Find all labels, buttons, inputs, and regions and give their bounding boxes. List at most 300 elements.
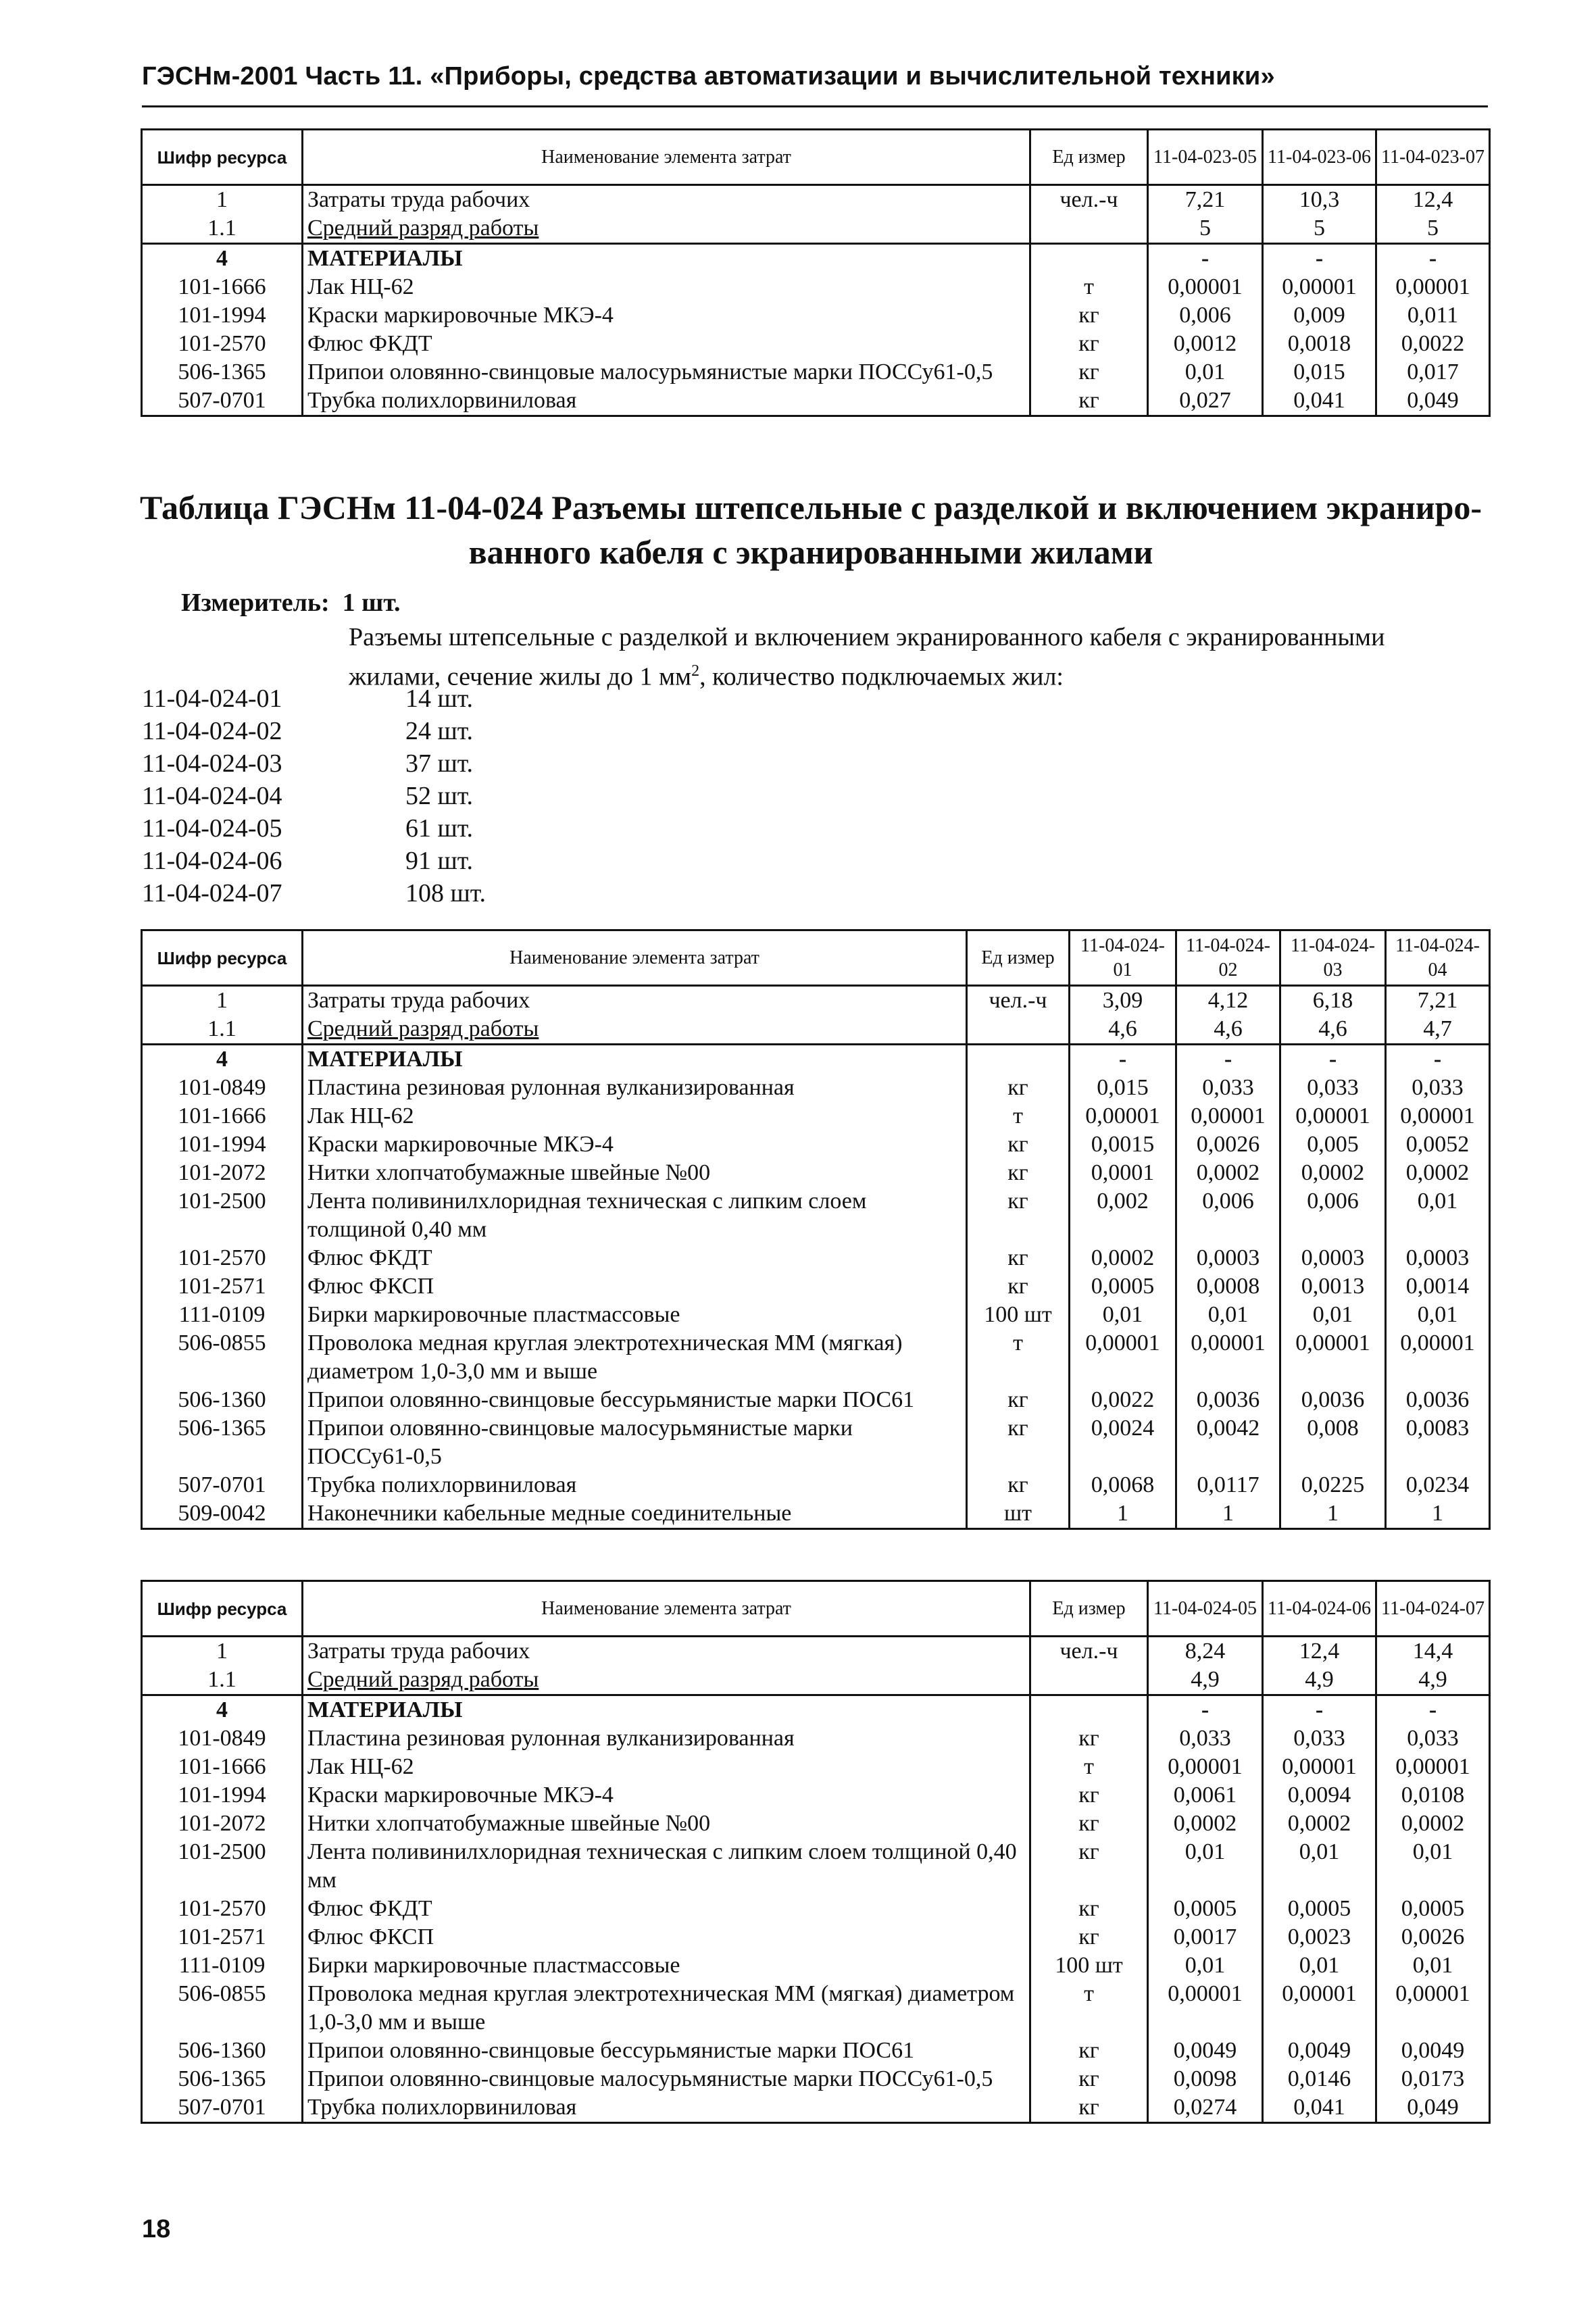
resource-name: Проволока медная круглая электротехническая ММ (мягкая) диаметром 1,0-3,0 мм и выше: [303, 1329, 967, 1386]
col-header-name: Наименование элемента затрат: [303, 1581, 1030, 1637]
resource-value: 0,0017: [1148, 1923, 1263, 1951]
resource-code: 1: [142, 1637, 303, 1666]
resource-value: 0,041: [1263, 387, 1376, 416]
table-row: [142, 1724, 1490, 1753]
resource-value: 4,6: [1176, 1015, 1280, 1045]
resource-value: 4,6: [1280, 1015, 1386, 1045]
resource-code: 1.1: [142, 214, 303, 244]
resource-code: 506-1360: [142, 1386, 303, 1414]
resource-code: 101-1666: [142, 1753, 303, 1781]
resource-code: 101-2570: [142, 1244, 303, 1272]
table-title-line-1: Таблица ГЭСНм 11-04-024 Разъемы штепсельные с разделкой и включением экраниро-: [139, 489, 1482, 526]
col-header-norm: 11-04-024-07: [1376, 1581, 1490, 1637]
table-row: [142, 1329, 1490, 1386]
resource-value: 0,049: [1376, 387, 1490, 416]
resource-name: Трубка полихлорвиниловая: [303, 1471, 967, 1499]
resource-value: 0,0002: [1176, 1159, 1280, 1187]
table-row: [142, 185, 1490, 215]
resource-name: Лак НЦ-62: [303, 1102, 967, 1130]
resource-unit: кг: [1030, 1895, 1148, 1923]
table-row: [142, 244, 1490, 274]
resource-value: 0,00001: [1280, 1329, 1386, 1386]
table-row: [142, 1130, 1490, 1159]
resource-unit: кг: [1030, 2065, 1148, 2093]
resource-value: 0,01: [1070, 1301, 1176, 1329]
resource-code: 101-1994: [142, 1130, 303, 1159]
resource-code: 111-0109: [142, 1301, 303, 1329]
resource-value: 4,6: [1070, 1015, 1176, 1045]
resource-value: 0,0005: [1148, 1895, 1263, 1923]
measure-unit: [181, 588, 401, 618]
col-header-norm: 11-04-024-02: [1176, 930, 1280, 986]
resource-name: Лента поливинилхлоридная техническая с липким слоем толщиной 0,40 мм: [303, 1187, 967, 1244]
table-row: [142, 387, 1490, 416]
resource-unit: шт: [967, 1499, 1070, 1529]
table-row: [142, 1187, 1490, 1244]
resource-code: 101-2571: [142, 1923, 303, 1951]
resource-value: 0,015: [1263, 358, 1376, 387]
resource-value: 0,01: [1376, 1838, 1490, 1895]
col-header-code: Шифр ресурса: [142, 1581, 303, 1637]
table-row: [142, 1414, 1490, 1471]
table-description: [349, 620, 1497, 694]
norm-code: 11-04-024-02: [142, 717, 282, 745]
table-row: [142, 2093, 1490, 2123]
resource-value: 0,00001: [1176, 1329, 1280, 1386]
resource-value: 0,002: [1070, 1187, 1176, 1244]
resource-code: 101-1666: [142, 273, 303, 301]
resource-unit: кг: [1030, 1923, 1148, 1951]
resource-value: 0,00001: [1070, 1102, 1176, 1130]
norm-qty: 108 шт.: [405, 879, 487, 907]
list-item: [142, 715, 486, 747]
resource-value: -: [1263, 244, 1376, 274]
resource-value: 7,21: [1386, 986, 1490, 1016]
table-row: [142, 986, 1490, 1016]
resource-code: 506-0855: [142, 1980, 303, 2037]
resource-code: 506-1365: [142, 1414, 303, 1471]
resource-unit: т: [1030, 273, 1148, 301]
description-line-1: Разъемы штепсельные с разделкой и включением экранированного кабеля с экранированными: [349, 623, 1385, 651]
resource-value: 0,0024: [1070, 1414, 1176, 1471]
table-row: [142, 301, 1490, 330]
resource-value: 0,033: [1263, 1724, 1376, 1753]
resource-value: 0,0014: [1386, 1272, 1490, 1301]
resource-value: -: [1148, 1695, 1263, 1725]
resource-value: 0,0002: [1263, 1810, 1376, 1838]
resource-name: Трубка полихлорвиниловая: [303, 387, 1030, 416]
resource-code: 506-1365: [142, 2065, 303, 2093]
resource-value: 0,0036: [1386, 1386, 1490, 1414]
col-header-norm: 11-04-024-01: [1070, 930, 1176, 986]
table-row: [142, 1810, 1490, 1838]
resource-value: 0,0026: [1176, 1130, 1280, 1159]
resource-code: 101-2571: [142, 1272, 303, 1301]
resource-name: Краски маркировочные МКЭ-4: [303, 301, 1030, 330]
table-row: [142, 1951, 1490, 1980]
resource-value: 4,9: [1263, 1666, 1376, 1695]
resource-unit: кг: [1030, 358, 1148, 387]
resource-value: 0,00001: [1263, 273, 1376, 301]
norm-qty: 14 шт.: [405, 684, 474, 713]
resource-unit: кг: [1030, 387, 1148, 416]
resource-unit: кг: [967, 1130, 1070, 1159]
resource-name: Затраты труда рабочих: [303, 1637, 1030, 1666]
resource-value: 0,01: [1148, 1838, 1263, 1895]
resource-name: Припои оловянно-свинцовые малосурьмянистые марки ПОССу61-0,5: [303, 358, 1030, 387]
resource-name: Флюс ФКСП: [303, 1923, 1030, 1951]
resource-code: 506-1360: [142, 2037, 303, 2065]
resource-value: 0,049: [1376, 2093, 1490, 2123]
norm-code: 11-04-024-01: [142, 684, 282, 713]
resource-value: 4,9: [1148, 1666, 1263, 1695]
table-row: [142, 1272, 1490, 1301]
table-row: [142, 1637, 1490, 1666]
resource-value: 0,01: [1148, 1951, 1263, 1980]
resource-code: 1: [142, 986, 303, 1016]
resource-value: 0,01: [1263, 1951, 1376, 1980]
resource-value: 0,0003: [1176, 1244, 1280, 1272]
resource-value: -: [1280, 1045, 1386, 1074]
norm-qty: 61 шт.: [405, 814, 474, 843]
norm-qty: 24 шт.: [405, 717, 474, 745]
resource-unit: [1030, 1666, 1148, 1695]
resource-value: 0,0022: [1376, 330, 1490, 358]
resource-name: Флюс ФКДТ: [303, 1244, 967, 1272]
resource-name: Бирки маркировочные пластмассовые: [303, 1301, 967, 1329]
resource-value: 0,00001: [1386, 1102, 1490, 1130]
resource-value: 0,011: [1376, 301, 1490, 330]
resource-value: 0,00001: [1263, 1980, 1376, 2037]
resource-unit: кг: [1030, 1810, 1148, 1838]
resource-value: 1: [1386, 1499, 1490, 1529]
resource-code: 507-0701: [142, 387, 303, 416]
resource-unit: чел.-ч: [967, 986, 1070, 1016]
list-item: [142, 780, 486, 812]
resource-name: Трубка полихлорвиниловая: [303, 2093, 1030, 2123]
table-row: [142, 1471, 1490, 1499]
resource-value: 1: [1280, 1499, 1386, 1529]
resource-value: 0,0108: [1376, 1781, 1490, 1810]
resource-value: 0,01: [1148, 358, 1263, 387]
col-header-norm: 11-04-024-05: [1148, 1581, 1263, 1637]
resource-value: 0,005: [1280, 1130, 1386, 1159]
table-row: [142, 1301, 1490, 1329]
resource-name: Пластина резиновая рулонная вулканизированная: [303, 1724, 1030, 1753]
resource-value: 0,0013: [1280, 1272, 1386, 1301]
measure-unit-value: 1 шт.: [342, 589, 401, 617]
resource-code: 101-2072: [142, 1159, 303, 1187]
resource-value: 0,0049: [1376, 2037, 1490, 2065]
resource-value: 0,033: [1176, 1074, 1280, 1102]
resource-value: 0,0026: [1376, 1923, 1490, 1951]
resource-unit: кг: [967, 1386, 1070, 1414]
resource-code: 101-1994: [142, 301, 303, 330]
resource-value: -: [1376, 244, 1490, 274]
col-header-unit: Ед измер: [1030, 1581, 1148, 1637]
resource-value: 0,01: [1376, 1951, 1490, 1980]
resource-value: 3,09: [1070, 986, 1176, 1016]
resource-value: 5: [1148, 214, 1263, 244]
norm-qty: 52 шт.: [405, 782, 474, 810]
resource-name: Лак НЦ-62: [303, 273, 1030, 301]
resource-value: 0,0005: [1376, 1895, 1490, 1923]
table-row: [142, 214, 1490, 244]
resource-value: 0,0234: [1386, 1471, 1490, 1499]
resource-value: 0,0005: [1070, 1272, 1176, 1301]
table-row: [142, 1045, 1490, 1074]
resource-value: 0,0002: [1148, 1810, 1263, 1838]
resource-name: Наконечники кабельные медные соединительные: [303, 1499, 967, 1529]
resource-code: 506-0855: [142, 1329, 303, 1386]
resource-value: 0,0002: [1386, 1159, 1490, 1187]
resource-value: 0,0049: [1148, 2037, 1263, 2065]
norm-qty: 37 шт.: [405, 749, 474, 778]
resource-unit: кг: [967, 1244, 1070, 1272]
resource-code: 101-1666: [142, 1102, 303, 1130]
resource-name: Припои оловянно-свинцовые бессурьмянистые марки ПОС61: [303, 1386, 967, 1414]
resource-value: 0,0173: [1376, 2065, 1490, 2093]
norm-code: 11-04-024-06: [142, 847, 282, 875]
table-row: [142, 1781, 1490, 1810]
resource-value: -: [1070, 1045, 1176, 1074]
resource-code: 507-0701: [142, 2093, 303, 2123]
resource-name: Флюс ФКСП: [303, 1272, 967, 1301]
resource-code: 509-0042: [142, 1499, 303, 1529]
resource-value: 0,0022: [1070, 1386, 1176, 1414]
resource-code: 101-2570: [142, 330, 303, 358]
col-header-unit: Ед измер: [1030, 130, 1148, 185]
resource-unit: кг: [1030, 330, 1148, 358]
resource-value: 0,0005: [1263, 1895, 1376, 1923]
table-row: [142, 1386, 1490, 1414]
resource-value: 14,4: [1376, 1637, 1490, 1666]
list-item: [142, 682, 486, 715]
resource-value: 12,4: [1263, 1637, 1376, 1666]
col-header-unit: Ед измер: [967, 930, 1070, 986]
resource-code: 101-1994: [142, 1781, 303, 1810]
resource-value: -: [1148, 244, 1263, 274]
table-row: [142, 1244, 1490, 1272]
col-header-norm: 11-04-024-04: [1386, 930, 1490, 986]
table-row: [142, 2065, 1490, 2093]
resource-value: 10,3: [1263, 185, 1376, 215]
resource-value: 0,0002: [1376, 1810, 1490, 1838]
table-row: [142, 1923, 1490, 1951]
resource-value: 0,00001: [1148, 1753, 1263, 1781]
resource-value: 5: [1376, 214, 1490, 244]
resource-value: 8,24: [1148, 1637, 1263, 1666]
norm-code: 11-04-024-05: [142, 814, 282, 843]
resource-code: 111-0109: [142, 1951, 303, 1980]
resource-value: 0,00001: [1376, 273, 1490, 301]
resource-table-1: [141, 128, 1491, 417]
resource-value: 0,0012: [1148, 330, 1263, 358]
resource-value: 0,033: [1376, 1724, 1490, 1753]
resource-unit: кг: [1030, 2093, 1148, 2123]
resource-value: 0,027: [1148, 387, 1263, 416]
resource-code: 101-2500: [142, 1187, 303, 1244]
resource-value: 0,0015: [1070, 1130, 1176, 1159]
resource-name: Нитки хлопчатобумажные швейные №00: [303, 1159, 967, 1187]
resource-name: Лак НЦ-62: [303, 1753, 1030, 1781]
measure-unit-label: Измеритель:: [181, 589, 330, 617]
col-header-code: Шифр ресурса: [142, 130, 303, 185]
resource-value: 0,00001: [1148, 1980, 1263, 2037]
resource-code: 101-0849: [142, 1724, 303, 1753]
resource-value: 0,033: [1386, 1074, 1490, 1102]
resource-code: 101-0849: [142, 1074, 303, 1102]
resource-name: Затраты труда рабочих: [303, 185, 1030, 215]
resource-value: 0,0146: [1263, 2065, 1376, 2093]
resource-value: 0,0274: [1148, 2093, 1263, 2123]
page-header: ГЭСНм-2001 Часть 11. «Приборы, средства автоматизации и вычислительной техники»: [142, 62, 1275, 91]
resource-code: 506-1365: [142, 358, 303, 387]
resource-name: Средний разряд работы: [303, 214, 1030, 244]
resource-value: 0,0008: [1176, 1272, 1280, 1301]
resource-unit: [1030, 1695, 1148, 1725]
norm-code: 11-04-024-03: [142, 749, 282, 778]
resource-name: Припои оловянно-свинцовые бессурьмянистые марки ПОС61: [303, 2037, 1030, 2065]
col-header-norm: 11-04-023-06: [1263, 130, 1376, 185]
resource-name: Нитки хлопчатобумажные швейные №00: [303, 1810, 1030, 1838]
table-row: [142, 1753, 1490, 1781]
resource-value: 0,0003: [1386, 1244, 1490, 1272]
resource-table-3: [141, 1580, 1491, 2124]
resource-unit: [967, 1045, 1070, 1074]
norm-code: 11-04-024-04: [142, 782, 282, 810]
resource-value: -: [1376, 1695, 1490, 1725]
col-header-name: Наименование элемента затрат: [303, 930, 967, 986]
norm-qty: 91 шт.: [405, 847, 474, 875]
resource-value: 0,0002: [1070, 1244, 1176, 1272]
resource-value: 4,7: [1386, 1015, 1490, 1045]
resource-unit: [1030, 244, 1148, 274]
col-header-norm: 11-04-024-06: [1263, 1581, 1376, 1637]
resource-value: 0,0036: [1176, 1386, 1280, 1414]
resource-name: Краски маркировочные МКЭ-4: [303, 1781, 1030, 1810]
resource-unit: кг: [967, 1187, 1070, 1244]
resource-value: 0,0094: [1263, 1781, 1376, 1810]
resource-unit: [967, 1015, 1070, 1045]
resource-unit: кг: [1030, 1724, 1148, 1753]
table-row: [142, 1074, 1490, 1102]
resource-code: 1: [142, 185, 303, 215]
resource-name: МАТЕРИАЛЫ: [303, 1045, 967, 1074]
resource-value: 1: [1070, 1499, 1176, 1529]
resource-value: 0,01: [1263, 1838, 1376, 1895]
resource-unit: кг: [967, 1414, 1070, 1471]
resource-unit: т: [967, 1329, 1070, 1386]
resource-value: 0,0018: [1263, 330, 1376, 358]
resource-value: 0,0042: [1176, 1414, 1280, 1471]
table-row: [142, 1159, 1490, 1187]
resource-name: Припои оловянно-свинцовые малосурьмянистые марки ПОССу61-0,5: [303, 2065, 1030, 2093]
table-row: [142, 1838, 1490, 1895]
resource-name: Средний разряд работы: [303, 1015, 967, 1045]
table-row: [142, 1015, 1490, 1045]
resource-value: 1: [1176, 1499, 1280, 1529]
list-item: [142, 877, 486, 910]
col-header-norm: 11-04-024-03: [1280, 930, 1386, 986]
resource-code: 1.1: [142, 1666, 303, 1695]
resource-value: 6,18: [1280, 986, 1386, 1016]
resource-value: 5: [1263, 214, 1376, 244]
resource-value: 0,01: [1386, 1187, 1490, 1244]
resource-value: 0,01: [1386, 1301, 1490, 1329]
table-row: [142, 2037, 1490, 2065]
resource-value: 0,00001: [1280, 1102, 1386, 1130]
resource-value: 0,017: [1376, 358, 1490, 387]
resource-value: 4,12: [1176, 986, 1280, 1016]
resource-value: 0,00001: [1376, 1980, 1490, 2037]
resource-unit: 100 шт: [967, 1301, 1070, 1329]
resource-unit: т: [1030, 1980, 1148, 2037]
resource-name: Пластина резиновая рулонная вулканизированная: [303, 1074, 967, 1102]
resource-value: 0,0023: [1263, 1923, 1376, 1951]
resource-value: 4,9: [1376, 1666, 1490, 1695]
resource-value: 0,0036: [1280, 1386, 1386, 1414]
table-title-line-2: ванного кабеля с экранированными жилами: [468, 533, 1153, 571]
resource-name: МАТЕРИАЛЫ: [303, 1695, 1030, 1725]
resource-value: -: [1386, 1045, 1490, 1074]
resource-code: 4: [142, 1045, 303, 1074]
table-row: [142, 330, 1490, 358]
resource-unit: чел.-ч: [1030, 1637, 1148, 1666]
resource-unit: [1030, 214, 1148, 244]
resource-value: 0,01: [1280, 1301, 1386, 1329]
resource-name: Припои оловянно-свинцовые малосурьмянистые марки ПОССу61-0,5: [303, 1414, 967, 1471]
resource-unit: 100 шт: [1030, 1951, 1148, 1980]
resource-value: 0,00001: [1070, 1329, 1176, 1386]
resource-value: -: [1263, 1695, 1376, 1725]
resource-value: -: [1176, 1045, 1280, 1074]
resource-name: Бирки маркировочные пластмассовые: [303, 1951, 1030, 1980]
resource-value: 0,0049: [1263, 2037, 1376, 2065]
resource-value: 0,006: [1280, 1187, 1386, 1244]
page-number: 18: [142, 2215, 171, 2243]
resource-value: 0,008: [1280, 1414, 1386, 1471]
table-row: [142, 1499, 1490, 1529]
resource-value: 0,0117: [1176, 1471, 1280, 1499]
table-row: [142, 1666, 1490, 1695]
resource-value: 0,033: [1280, 1074, 1386, 1102]
resource-name: Проволока медная круглая электротехническая ММ (мягкая) диаметром 1,0-3,0 мм и выше: [303, 1980, 1030, 2037]
list-item: [142, 747, 486, 780]
resource-value: 0,0068: [1070, 1471, 1176, 1499]
resource-value: 0,0225: [1280, 1471, 1386, 1499]
norm-code: 11-04-024-07: [142, 879, 282, 907]
table-row: [142, 1980, 1490, 2037]
resource-unit: кг: [967, 1159, 1070, 1187]
resource-unit: кг: [1030, 1781, 1148, 1810]
resource-unit: кг: [1030, 301, 1148, 330]
resource-unit: кг: [967, 1272, 1070, 1301]
resource-unit: т: [1030, 1753, 1148, 1781]
resource-name: Краски маркировочные МКЭ-4: [303, 1130, 967, 1159]
table-row: [142, 1102, 1490, 1130]
resource-value: 0,0098: [1148, 2065, 1263, 2093]
resource-name: Лента поливинилхлоридная техническая с липким слоем толщиной 0,40 мм: [303, 1838, 1030, 1895]
resource-code: 4: [142, 1695, 303, 1725]
resource-value: 0,00001: [1148, 273, 1263, 301]
resource-name: Флюс ФКДТ: [303, 1895, 1030, 1923]
table-title: [135, 485, 1487, 574]
resource-value: 0,0083: [1386, 1414, 1490, 1471]
resource-code: 101-2570: [142, 1895, 303, 1923]
resource-value: 0,006: [1176, 1187, 1280, 1244]
resource-code: 101-2500: [142, 1838, 303, 1895]
